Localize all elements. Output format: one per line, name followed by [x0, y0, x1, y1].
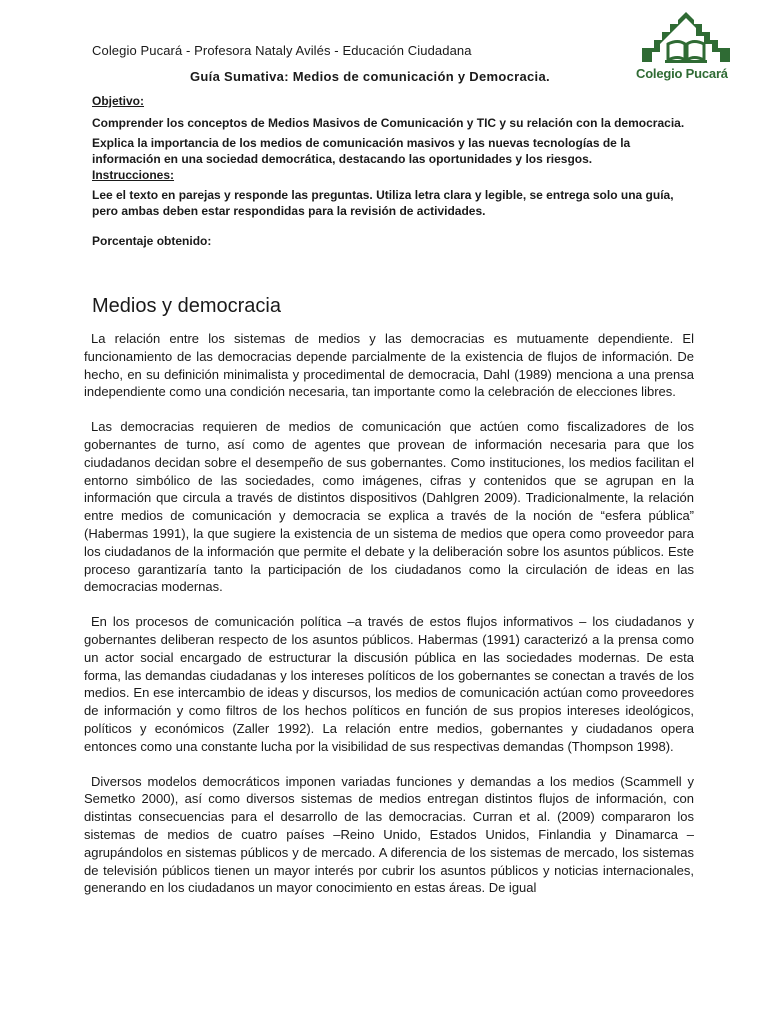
objective-text-2: Explica la importancia de los medios de comunicación masivos y las nuevas tecnologías de la información en una sociedad democrática, destacando las oportunidades y los riesgos.: [92, 136, 631, 166]
article-title: Medios y democracia: [92, 295, 281, 317]
guide-title: Guía Sumativa: Medios de comunicación y Democracia.: [190, 69, 550, 84]
objective-text-1: Comprender los conceptos de Medios Masivos de Comunicación y TIC y su relación con la democracia.: [92, 116, 685, 130]
score-label: Porcentaje obtenido:: [92, 234, 212, 248]
school-logo-text: Colegio Pucará: [636, 66, 728, 81]
instructions-label: Instrucciones:: [92, 168, 175, 182]
article-body: [84, 330, 694, 914]
instructions-text: Lee el texto en parejas y responde las preguntas. Utiliza letra clara y legible, se entrega solo una guía, pero ambas deben estar respondidas para la revisión de actividades.: [92, 188, 674, 218]
school-header-line: Colegio Pucará - Profesora Nataly Avilés - Educación Ciudadana: [92, 43, 472, 58]
objective-label: Objetivo:: [92, 94, 145, 108]
article-paragraph: La relación entre los sistemas de medios y las democracias es mutuamente dependiente. El funcionamiento de las democracias depende parcialmente de la existencia de flujos de información. De hecho, en su definición minimalista y procedimental de democracia, Dahl (1989) menciona a una prensa independiente como una condición necesaria, tan importante como la celebración de elecciones libres.: [84, 331, 694, 400]
article-paragraph: En los procesos de comunicación política –a través de estos flujos informativos – los ciudadanos y gobernantes deliberan respecto de los asuntos públicos. Habermas (1991) caracterizó a la prensa como un actor social encargado de estructurar la discusión pública en las sociedades modernas. De esta forma, las demandas ciudadanas y los intereses políticos de los gobernantes se conectan a través de los medios. En ese intercambio de ideas y discursos, los medios de comunicación actúan como proveedores de información y como filtros de los hechos políticos en función de sus propios intereses ideológicos, políticos y económicos (Zaller 1992). La relación entre medios, gobernantes y ciudadanos opera entonces como una constante lucha por la visibilidad de sus respectivas demandas (Thompson 1998).: [84, 614, 694, 754]
guide-header-block: [92, 93, 692, 249]
article-paragraph: Diversos modelos democráticos imponen variadas funciones y demandas a los medios (Scammell y Semetko 2000), así como diversos sistemas de medios entregan distintos flujos de información, con distintas consecuencias para el desarrollo de las democracias. Curran et al. (2009) compararon los sistemas de medios de cuatro países –Reino Unido, Estados Unidos, Finlandia y Dinamarca – agrupándolos en sistemas públicos y de mercado. A diferencia de los sistemas de mercado, los sistemas de televisión públicos tienen un mayor interés por cubrir los asuntos públicos y noticias internacionales, generando en los ciudadanos un mayor conocimiento en estas áreas. De igual: [84, 773, 694, 896]
article-paragraph: Las democracias requieren de medios de comunicación que actúen como fiscalizadores de los gobernantes de turno, así como de agentes que provean de información necesaria para que los ciudadanos decidan sobre el desempeño de sus gobernantes. Como instituciones, los medios facilitan el entorno simbólico de las sociedades, como imágenes, cifras y contenidos que se agrupan en la información que circula a través de distintos dispositivos (Dahlgren 2009). Tradicionalmente, la relación entre medios de comunicación y democracia se explica a través de la noción de “esfera pública” (Habermas 1991), la que sugiere la existencia de un sistema de medios que opera como proveedor para los ciudadanos de la información que permite el debate y la deliberación sobre los asuntos públicos. Este proceso garantizaría tanto la participación de los ciudadanos como la circulación de ideas en las democracias modernas.: [84, 419, 694, 595]
